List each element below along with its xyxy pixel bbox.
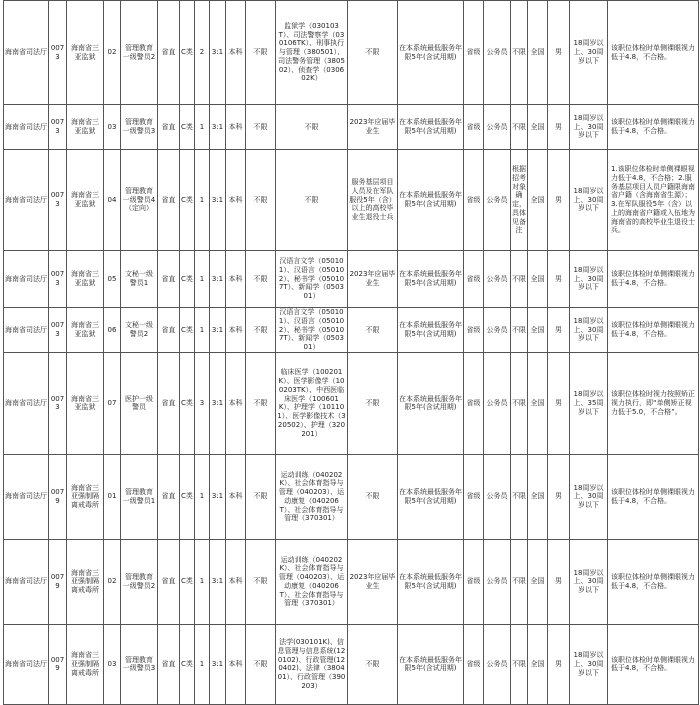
quota-cell: 1 <box>195 150 210 251</box>
position-code-cell: 07 <box>104 352 121 454</box>
service-period-cell: 在本系统最低服务年限5年(含试用期) <box>398 454 464 539</box>
applicant-type-cell: 2023年应届毕业生 <box>348 105 398 150</box>
gender-cell: 男 <box>548 150 570 251</box>
table-row <box>4 454 699 539</box>
applicant-type-cell: 不限 <box>348 1 398 105</box>
political-status-cell: 不限 <box>511 308 528 353</box>
category-cell: C类 <box>180 1 195 105</box>
education-cell: 本科 <box>226 624 246 704</box>
exam-level-cell: 省级 <box>464 150 484 251</box>
position-code-cell: 04 <box>104 150 121 251</box>
category-cell: C类 <box>180 539 195 624</box>
dept-code-cell: 0079 <box>49 539 67 624</box>
applicant-type-cell: 不限 <box>348 308 398 353</box>
position-name-cell: 管理教育一级警员3 <box>121 105 158 150</box>
quota-cell: 1 <box>195 251 210 308</box>
level-cell: 省直 <box>158 308 180 353</box>
staff-type-cell: 公务员 <box>484 539 511 624</box>
remarks-cell: 该职位体检时单侧裸眼视力低于4.8，不合格。 <box>608 454 699 539</box>
category-cell: C类 <box>180 352 195 454</box>
ratio-cell: 3:1 <box>210 308 226 353</box>
position-name-cell: 管理教育一级警员3 <box>121 624 158 704</box>
origin-cell: 全国 <box>528 105 548 150</box>
political-status-cell: 不限 <box>511 251 528 308</box>
applicant-type-cell: 2023年应届毕业生 <box>348 539 398 624</box>
service-period-cell: 在本系统最低服务年限5年(含试用期) <box>398 105 464 150</box>
position-code-cell: 02 <box>104 539 121 624</box>
origin-cell: 全国 <box>528 251 548 308</box>
quota-cell: 1 <box>195 539 210 624</box>
department-cell: 海南省司法厅 <box>4 454 49 539</box>
degree-cell: 不限 <box>246 454 276 539</box>
exam-level-cell: 省级 <box>464 251 484 308</box>
age-cell: 18周岁以上、30周岁以下 <box>570 308 608 353</box>
degree-cell: 不限 <box>246 308 276 353</box>
ratio-cell: 3:1 <box>210 251 226 308</box>
category-cell: C类 <box>180 454 195 539</box>
service-period-cell: 在本系统最低服务年限5年(含试用期) <box>398 308 464 353</box>
table-row <box>4 1 699 105</box>
remarks-cell: 该职位体检时视力按照矫正视力执行，即“单侧矫正视力低于5.0，不合格”。 <box>608 352 699 454</box>
political-status-cell: 根据招考对象确定，具体见备注 <box>511 150 528 251</box>
employer-cell: 海南省三亚监狱 <box>67 352 104 454</box>
service-period-cell: 在本系统最低服务年限5年(含试用期) <box>398 150 464 251</box>
applicant-type-cell: 服务基层项目人员及在军队服役5年（含）以上的高校毕业生退役士兵 <box>348 150 398 251</box>
origin-cell: 全国 <box>528 624 548 704</box>
origin-cell: 全国 <box>528 454 548 539</box>
education-cell: 本科 <box>226 352 246 454</box>
age-cell: 18周岁以上、30周岁以下 <box>570 454 608 539</box>
political-status-cell: 不限 <box>511 539 528 624</box>
dept-code-cell: 0073 <box>49 251 67 308</box>
department-cell: 海南省司法厅 <box>4 539 49 624</box>
ratio-cell: 3:1 <box>210 105 226 150</box>
position-code-cell: 01 <box>104 454 121 539</box>
position-code-cell: 06 <box>104 308 121 353</box>
position-code-cell: 03 <box>104 624 121 704</box>
dept-code-cell: 0073 <box>49 105 67 150</box>
service-period-cell: 在本系统最低服务年限5年(含试用期) <box>398 251 464 308</box>
origin-cell: 全国 <box>528 150 548 251</box>
category-cell: C类 <box>180 308 195 353</box>
exam-level-cell: 省级 <box>464 454 484 539</box>
education-cell: 本科 <box>226 105 246 150</box>
exam-level-cell: 省级 <box>464 105 484 150</box>
employer-cell: 海南省三亚强制隔离戒毒所 <box>67 539 104 624</box>
gender-cell: 男 <box>548 454 570 539</box>
major-cell: 不限 <box>276 105 348 150</box>
quota-cell: 3 <box>195 352 210 454</box>
age-cell: 18周岁以上、30周岁以下 <box>570 1 608 105</box>
applicant-type-cell: 不限 <box>348 624 398 704</box>
position-name-cell: 管理教育一级警员1 <box>121 454 158 539</box>
quota-cell: 1 <box>195 308 210 353</box>
gender-cell: 男 <box>548 1 570 105</box>
origin-cell: 全国 <box>528 1 548 105</box>
table-row <box>4 105 699 150</box>
table-row <box>4 624 699 704</box>
category-cell: C类 <box>180 150 195 251</box>
department-cell: 海南省司法厅 <box>4 150 49 251</box>
origin-cell: 全国 <box>528 308 548 353</box>
category-cell: C类 <box>180 624 195 704</box>
remarks-cell: 该职位体检时单侧裸眼视力低于4.8，不合格。 <box>608 624 699 704</box>
gender-cell: 男 <box>548 251 570 308</box>
staff-type-cell: 公务员 <box>484 454 511 539</box>
gender-cell: 男 <box>548 352 570 454</box>
dept-code-cell: 0073 <box>49 352 67 454</box>
age-cell: 18周岁以上、30周岁以下 <box>570 251 608 308</box>
political-status-cell: 不限 <box>511 352 528 454</box>
service-period-cell: 在本系统最低服务年限5年(含试用期) <box>398 352 464 454</box>
political-status-cell: 不限 <box>511 105 528 150</box>
table-row <box>4 308 699 353</box>
position-name-cell: 管理教育一级警员4（定向） <box>121 150 158 251</box>
position-name-cell: 医护一级警员 <box>121 352 158 454</box>
gender-cell: 男 <box>548 308 570 353</box>
position-name-cell: 文秘一级警员1 <box>121 251 158 308</box>
degree-cell: 不限 <box>246 352 276 454</box>
staff-type-cell: 公务员 <box>484 308 511 353</box>
quota-cell: 2 <box>195 1 210 105</box>
ratio-cell: 3:1 <box>210 454 226 539</box>
position-name-cell: 文秘一级警员2 <box>121 308 158 353</box>
service-period-cell: 在本系统最低服务年限5年(含试用期) <box>398 539 464 624</box>
major-cell: 汉语言文学（050101）、汉语言（050102）、秘书学（050107T）、新闻学（050301） <box>276 308 348 353</box>
education-cell: 本科 <box>226 150 246 251</box>
service-period-cell: 在本系统最低服务年限5年(含试用期) <box>398 624 464 704</box>
origin-cell: 全国 <box>528 352 548 454</box>
ratio-cell: 3:1 <box>210 624 226 704</box>
applicant-type-cell: 不限 <box>348 352 398 454</box>
level-cell: 省直 <box>158 352 180 454</box>
education-cell: 本科 <box>226 251 246 308</box>
degree-cell: 不限 <box>246 1 276 105</box>
major-cell: 汉语言文学（050101）、汉语言（050102）、秘书学（050107T）、新闻学（050301） <box>276 251 348 308</box>
major-cell: 监狱学（030103T）、司法警察学（030106TK）、刑事执行与管理（380501）、司法警务管理（380502）、侦查学（030602K） <box>276 1 348 105</box>
position-code-cell: 03 <box>104 105 121 150</box>
staff-type-cell: 公务员 <box>484 352 511 454</box>
quota-cell: 1 <box>195 624 210 704</box>
gender-cell: 男 <box>548 539 570 624</box>
position-name-cell: 管理教育一级警员2 <box>121 1 158 105</box>
age-cell: 18周岁以上、30周岁以下 <box>570 150 608 251</box>
staff-type-cell: 公务员 <box>484 1 511 105</box>
major-cell: 运动训练（040202K）、社会体育指导与管理（040203）、运动康复（040206T）、社会体育指导与管理（370301） <box>276 454 348 539</box>
remarks-cell: 该职位体检时单侧裸眼视力低于4.8，不合格。 <box>608 539 699 624</box>
staff-type-cell: 公务员 <box>484 624 511 704</box>
age-cell: 18周岁以上、30周岁以下 <box>570 539 608 624</box>
level-cell: 省直 <box>158 539 180 624</box>
education-cell: 本科 <box>226 308 246 353</box>
education-cell: 本科 <box>226 539 246 624</box>
level-cell: 省直 <box>158 454 180 539</box>
level-cell: 省直 <box>158 150 180 251</box>
employer-cell: 海南省三亚监狱 <box>67 105 104 150</box>
department-cell: 海南省司法厅 <box>4 308 49 353</box>
department-cell: 海南省司法厅 <box>4 1 49 105</box>
degree-cell: 不限 <box>246 251 276 308</box>
recruitment-table <box>3 0 699 705</box>
dept-code-cell: 0079 <box>49 624 67 704</box>
position-code-cell: 05 <box>104 251 121 308</box>
remarks-cell: 该职位体检时单侧裸眼视力低于4.8，不合格。 <box>608 105 699 150</box>
level-cell: 省直 <box>158 251 180 308</box>
major-cell: 临床医学（100201K）、医学影像学（100203TK）、中西医临床医学（100601K）、护理学（101101）、医学影像技术（320502）、护理（320201） <box>276 352 348 454</box>
major-cell: 不限 <box>276 150 348 251</box>
quota-cell: 1 <box>195 454 210 539</box>
dept-code-cell: 0073 <box>49 1 67 105</box>
gender-cell: 男 <box>548 624 570 704</box>
political-status-cell: 不限 <box>511 1 528 105</box>
staff-type-cell: 公务员 <box>484 105 511 150</box>
service-period-cell: 在本系统最低服务年限5年(含试用期) <box>398 1 464 105</box>
department-cell: 海南省司法厅 <box>4 251 49 308</box>
degree-cell: 不限 <box>246 105 276 150</box>
degree-cell: 不限 <box>246 539 276 624</box>
dept-code-cell: 0079 <box>49 454 67 539</box>
position-code-cell: 02 <box>104 1 121 105</box>
education-cell: 本科 <box>226 454 246 539</box>
degree-cell: 不限 <box>246 624 276 704</box>
ratio-cell: 3:1 <box>210 1 226 105</box>
level-cell: 省直 <box>158 105 180 150</box>
employer-cell: 海南省三亚监狱 <box>67 308 104 353</box>
staff-type-cell: 公务员 <box>484 251 511 308</box>
employer-cell: 海南省三亚监狱 <box>67 150 104 251</box>
department-cell: 海南省司法厅 <box>4 105 49 150</box>
table-row <box>4 150 699 251</box>
level-cell: 省直 <box>158 1 180 105</box>
age-cell: 18周岁以上、30周岁以下 <box>570 105 608 150</box>
exam-level-cell: 省级 <box>464 1 484 105</box>
origin-cell: 全国 <box>528 539 548 624</box>
staff-type-cell: 公务员 <box>484 150 511 251</box>
major-cell: 运动训练（040202K）、社会体育指导与管理（040203）、运动康复（040206T）、社会体育指导与管理（370301） <box>276 539 348 624</box>
department-cell: 海南省司法厅 <box>4 352 49 454</box>
position-name-cell: 管理教育一级警员2 <box>121 539 158 624</box>
ratio-cell: 3:1 <box>210 539 226 624</box>
major-cell: 法学(030101K)、信息管理与信息系统(120102)、行政管理(120402)、法律（380401）、行政管理（390203） <box>276 624 348 704</box>
education-cell: 本科 <box>226 1 246 105</box>
remarks-cell: 1.该职位体检时单侧裸眼视力低于4.8，不合格；2.服务基层项目人员户籍限海南省户籍（含海南省生源）；3.在军队服役5年（含）以上的海南省户籍或入伍地为海南省的高校毕业生退役士兵。 <box>608 150 699 251</box>
employer-cell: 海南省三亚监狱 <box>67 251 104 308</box>
applicant-type-cell: 不限 <box>348 454 398 539</box>
dept-code-cell: 0073 <box>49 308 67 353</box>
applicant-type-cell: 2023年应届毕业生 <box>348 251 398 308</box>
exam-level-cell: 省级 <box>464 308 484 353</box>
exam-level-cell: 省级 <box>464 539 484 624</box>
ratio-cell: 3:1 <box>210 150 226 251</box>
level-cell: 省直 <box>158 624 180 704</box>
age-cell: 18周岁以上、35周岁以下 <box>570 352 608 454</box>
table-row <box>4 352 699 454</box>
gender-cell: 男 <box>548 105 570 150</box>
employer-cell: 海南省三亚监狱 <box>67 1 104 105</box>
political-status-cell: 不限 <box>511 624 528 704</box>
table-row <box>4 539 699 624</box>
employer-cell: 海南省三亚强制隔离戒毒所 <box>67 624 104 704</box>
dept-code-cell: 0073 <box>49 150 67 251</box>
remarks-cell: 该职位体检时单侧裸眼视力低于4.8，不合格。 <box>608 251 699 308</box>
exam-level-cell: 省级 <box>464 352 484 454</box>
remarks-cell: 该职位体检时单侧裸眼视力低于4.8，不合格。 <box>608 1 699 105</box>
exam-level-cell: 省级 <box>464 624 484 704</box>
ratio-cell: 3:1 <box>210 352 226 454</box>
table-row <box>4 251 699 308</box>
employer-cell: 海南省三亚强制隔离戒毒所 <box>67 454 104 539</box>
age-cell: 18周岁以上、30周岁以下 <box>570 624 608 704</box>
remarks-cell: 该职位体检时单侧裸眼视力低于4.8，不合格。 <box>608 308 699 353</box>
category-cell: C类 <box>180 105 195 150</box>
category-cell: C类 <box>180 251 195 308</box>
political-status-cell: 不限 <box>511 454 528 539</box>
department-cell: 海南省司法厅 <box>4 624 49 704</box>
quota-cell: 1 <box>195 105 210 150</box>
degree-cell: 不限 <box>246 150 276 251</box>
